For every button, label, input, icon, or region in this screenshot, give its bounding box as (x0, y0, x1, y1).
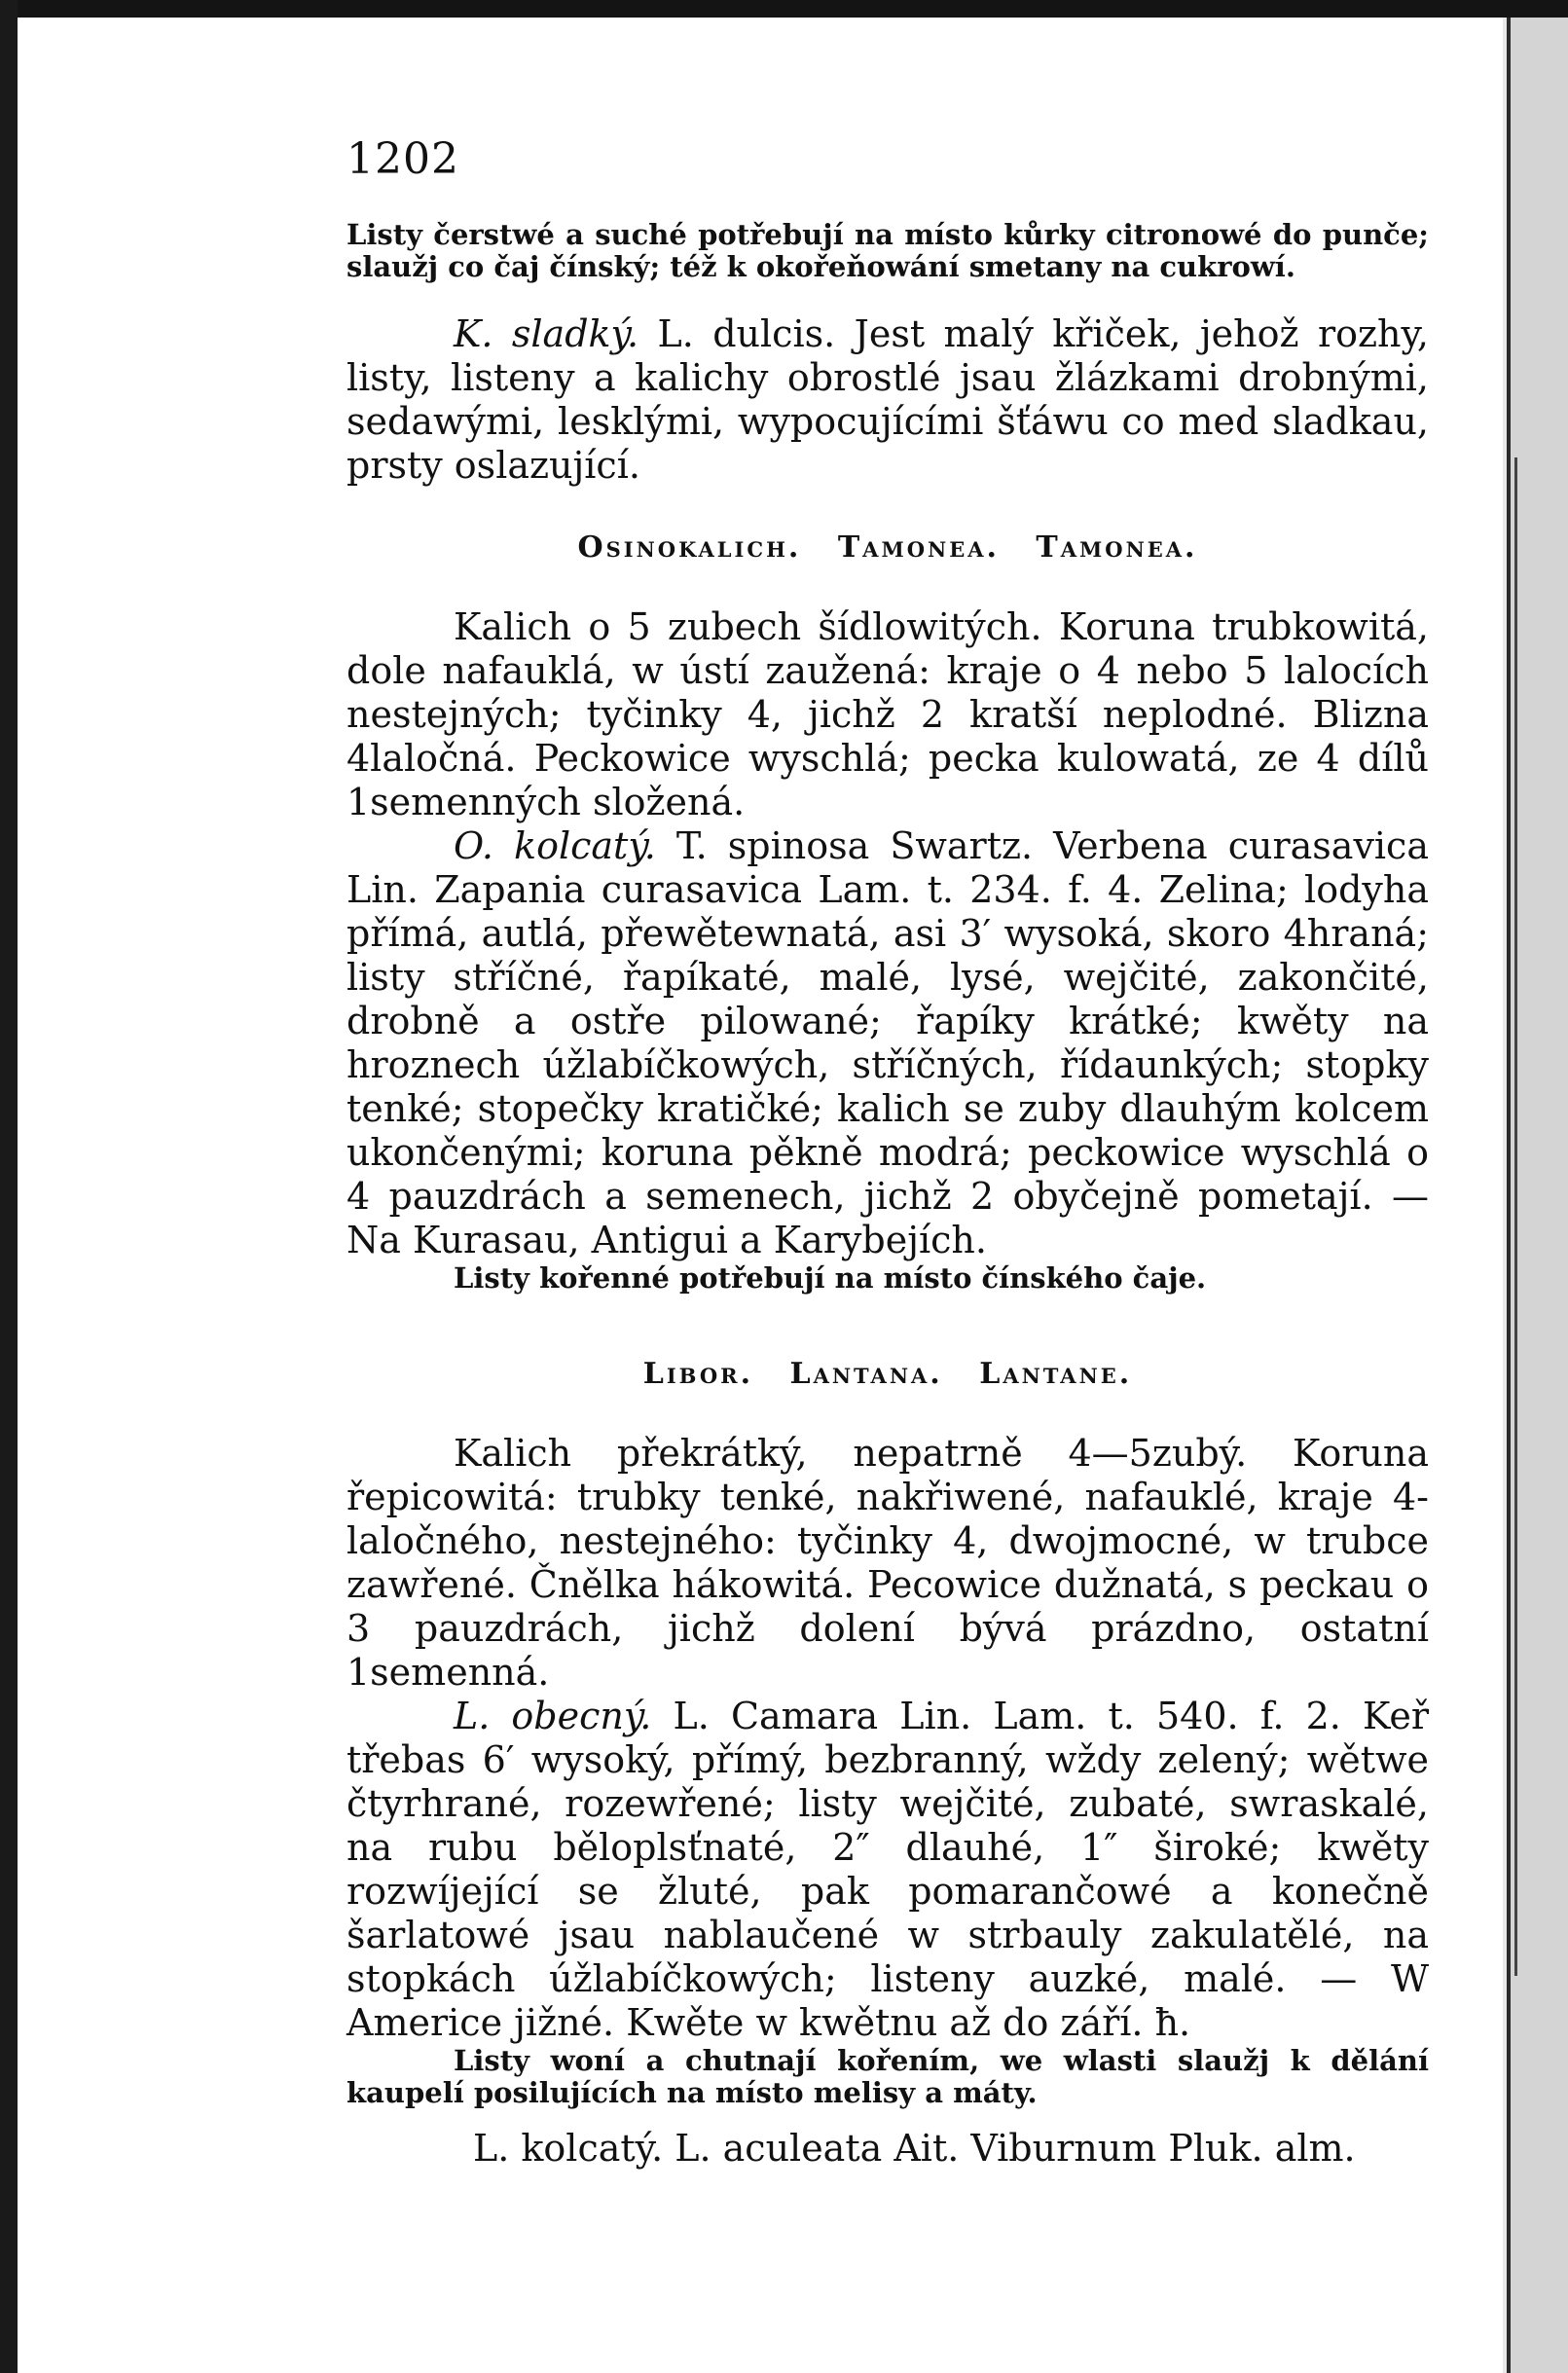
scan-right-line (1514, 457, 1517, 1976)
species-description: T. spinosa Swartz. Verbena curasavica Lin. Zapania curasavica Lam. t. 234. f. 4. Zelina; lodyha přímá, autlá, přewětewnatá, asi 3′ wysoká, skoro 4hraná; listy stříčné, řapíkaté, malé, lysé, wejčité, zakončité, drobně a ostře pilowané; řapíky krátké; kwěty na hroznech úžlabíčkowých, stříčných, řídaunkých; stopky tenké; stopečky kratičké; kalich se zuby dlauhým kolcem ukončenými; koruna pěkně modrá; peckowice wyschlá o 4 pauzdrách a semenech, jichž 2 obyčejně pometají. — Na Kurasau, Antigui a Karybejích. (346, 824, 1429, 1261)
species-name: O. kolcatý. (454, 824, 656, 867)
genus-heading-czech: Osinokalich. (577, 530, 802, 565)
species-description: L. Camara Lin. Lam. t. 540. f. 2. Keř třebas 6′ wysoký, přímý, bezbranný, wždy zelený; wětwe čtyrhrané, rozewřené; listy wejčité, zubaté, swraskalé, na rubu běloplsťnaté, 2″ dlauhé, 1″ široké; kwěty rozwíjející se žluté, pak pomarančowé a konečně šarlatowé jsau nablaučené w strbauly zakulatělé, na stopkách úžlabíčkowých; listeny auzké, malé. — W Americe jižné. Kwěte w kwětnu až do září. ħ. (346, 1695, 1429, 2044)
genus-heading-french: Tamonea. (1036, 530, 1198, 565)
scan-left-border (0, 0, 18, 2373)
genus-heading-latin: Tamonea. (837, 530, 1000, 565)
species-description: L. dulcis. Jest malý křiček, jehož rozhy, listy, listeny a kalichy obrostlé jsau žlázkami drobnými, sedawými, lesklými, wypocujícími šťáwu co med sladkau, prsty oslazující. (346, 312, 1429, 487)
note-paragraph: Listy woní a chutnají kořením, we wlasti slaužj k dělání kaupelí posilujících na místo melisy a máty. (346, 2044, 1429, 2109)
species-paragraph (346, 312, 1429, 488)
species-name: L. obecný. (454, 1695, 652, 1737)
note-paragraph: Listy kořenné potřebují na místo čínského čaje. (454, 1261, 1207, 1295)
scan-top-border (0, 0, 1568, 18)
page-number: 1202 (346, 134, 459, 184)
species-paragraph (346, 824, 1429, 1262)
species-paragraph (346, 1695, 1429, 2045)
book-page (18, 18, 1503, 2373)
genus-heading-czech: Libor. (642, 1357, 754, 1391)
genus-description: Kalich překrátký, nepatrně 4—5zubý. Koruna řepicowitá: trubky tenké, nakřiwené, nafauklé, kraje 4-laločného, nestejného: tyčinky 4, dwojmocné, w trubce zawřené. Čnělka hákowitá. Pecowice dužnatá, s peckau o 3 pauzdrách, jichž dolení bývá prázdno, ostatní 1semenná. (346, 1432, 1429, 1694)
page-content (346, 134, 1429, 2171)
species-name: K. sladký. (454, 312, 639, 355)
note-paragraph: Listy čerstwé a suché potřebují na místo kůrky citronowé do punče; slaužj co čaj čínský; též k okořeňowání smetany na cukrowí. (346, 218, 1429, 283)
genus-heading (346, 1357, 1429, 1391)
genus-heading-latin: Lantana. (789, 1357, 943, 1391)
genus-description: Kalich o 5 zubech šídlowitých. Koruna trubkowitá, dole nafauklá, w ústí zaužená: kraje o 4 nebo 5 lalocích nestejných; tyčinky 4, jichž 2 kratší neplodné. Blizna 4laločná. Peckowice wyschlá; pecka kulowatá, ze 4 dílů 1semenných složená. (346, 605, 1429, 823)
genus-heading-french: Lantane. (979, 1357, 1133, 1391)
genus-heading (346, 530, 1429, 565)
species-line: L. kolcatý. L. aculeata Ait. Viburnum Pluk. alm. (473, 2127, 1356, 2170)
